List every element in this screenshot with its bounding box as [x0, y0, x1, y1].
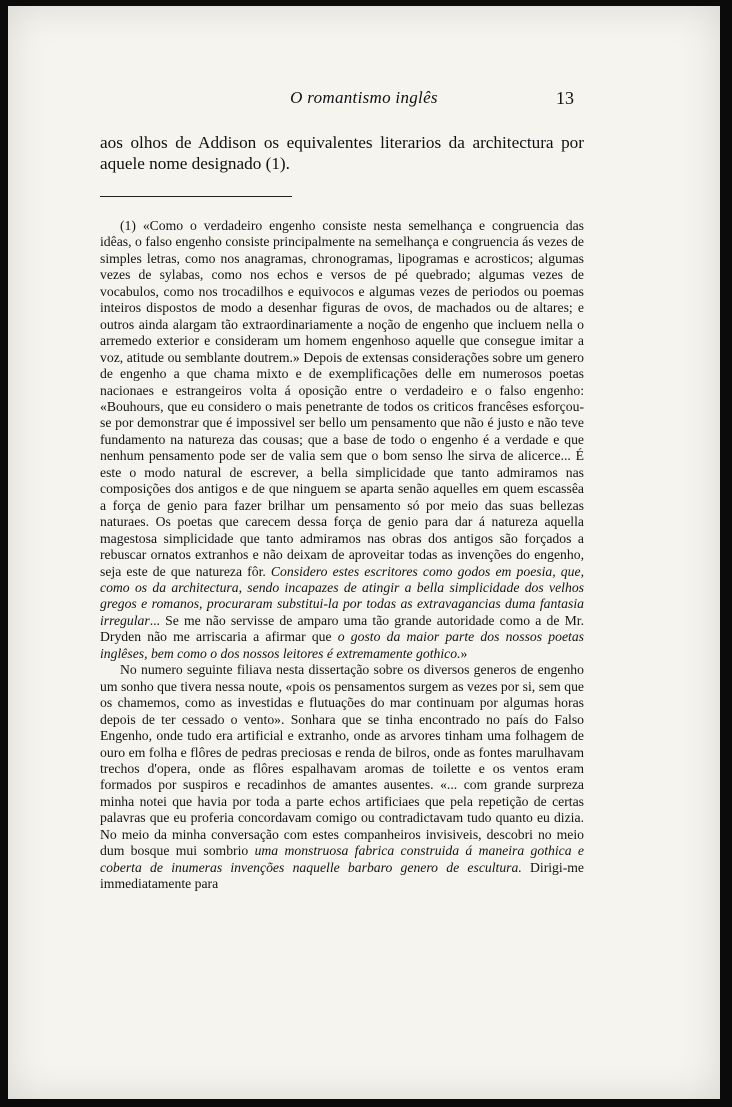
running-head	[8, 88, 720, 112]
footnote-italic-quote: Considero estes escritores como godos em poesia, que, como os da architectura, sendo incapazes de atingir a bella simplicidade dos velhos gregos e romanos, procuraram substitui-la por todas as extravagancias duma fantasia irregular	[100, 563, 584, 628]
footnote-text: »	[460, 645, 468, 661]
main-text: aos olhos de Addison os equivalentes literarios da architectura por aquele nome designado (1).	[100, 133, 584, 173]
book-page	[8, 6, 720, 1099]
footnote-paragraph-2	[100, 662, 584, 892]
footnote-italic-quote: uma monstruosa fabrica construida á maneira gothica e coberta de inumeras invenções naquelle barbaro genero de escultura.	[100, 843, 584, 875]
footnote-italic-quote: o gosto da maior parte dos nossos poetas inglêses, bem como o dos nossos leitores é extremamente gothico.	[100, 629, 584, 661]
footnote-text: ... Se me não servisse de amparo uma tão grande autoridade como a de Mr. Dryden não me arriscaria a afirmar que	[100, 612, 584, 645]
footnote-text: No numero seguinte filiava nesta dissertação sobre os diversos generos de engenho um sonho que tivera nessa noute, «pois os pensamentos surgem as vezes por si, sem que os chamemos, como as investidas e flutuações do mar continuam por algumas horas depois de ter cessado o vento». Sonhara que se tinha encontrado no país do Falso Engenho, onde tudo era artificial e extranho, onde as arvores tinham uma folhagem de ouro em folha e flôres de pedras preciosas e renda de bilros, onde as fontes marulhavam trechos d'opera, onde as flôres espalhavam aromas de toilette e os ventos eram formados por suspiros e recadinhos de amantes ausentes. «... com grande surpreza minha notei que havia por toda a parte echos artificiaes que pela repetição de certas palavras que eu proferia concordavam comigo ou contradictavam tudo quanto eu dizia. No meio da minha conversação com estes companheiros invisiveis, descobri no meio dum bosque mui sombrio	[100, 662, 584, 859]
footnote-text: Dirigi-me immediatamente para	[100, 859, 584, 892]
running-title: O romantismo inglês	[290, 88, 438, 107]
page-number: 13	[556, 88, 574, 108]
footnote-rule	[100, 196, 292, 197]
footnote-paragraph-1	[100, 218, 584, 662]
footnote	[100, 218, 584, 893]
footnote-text: (1) «Como o verdadeiro engenho consiste nesta semelhança e congruencia das idêas, o falso engenho consiste principalmente na semelhança e congruencia ás vezes de simples letras, como nos anagramas, chronogramas, lipogramas e acrosticos; algumas vezes de sylabas, como nos echos e versos de pé quebrado; algumas vezes de vocabulos, como nos trocadilhos e equivocos e algumas vezes de periodos ou poemas inteiros dispostos de modo a desenhar figuras de ovos, de machados ou de altares; e outros ainda alargam tão extraordinariamente a noção de engenho que incluem nella o arremedo exterior e consideram um homem engenhoso aquelle que consegue imitar a voz, atitude ou semblante doutrem.» Depois de extensas considerações sobre um genero de engenho a que chama mixto e de exemplificações delle em numerosos poetas nacionaes e estrangeiros volta á oposição entre o verdadeiro e o falso engenho: «Bouhours, que eu considero o mais penetrante de todos os criticos francêses esforçou-se por demonstrar que é impossivel ser bello um pensamento que não é justo e não teve fundamento na natureza das cousas; que a base de todo o engenho é a verdade e que nenhum pensamento pode ser de valia sem que o bom senso lhe sirva de alicerce... É este o modo natural de escrever, a bella simplicidade que tanto admiramos nas composições dos antigos e de que ninguem se aparta senão aquelles em quem escassêa a força de genio para fazer brilhar um pensamento só por meio das suas bellezas naturaes. Os poetas que carecem dessa força de genio para dar á natureza aquella magestosa simplicidade que tanto admiramos nas obras dos antigos são forçados a rebuscar ornatos extranhos e não deixam de aproveitar todas as invenções do engenho, seja este de que natureza fôr.	[100, 218, 584, 579]
